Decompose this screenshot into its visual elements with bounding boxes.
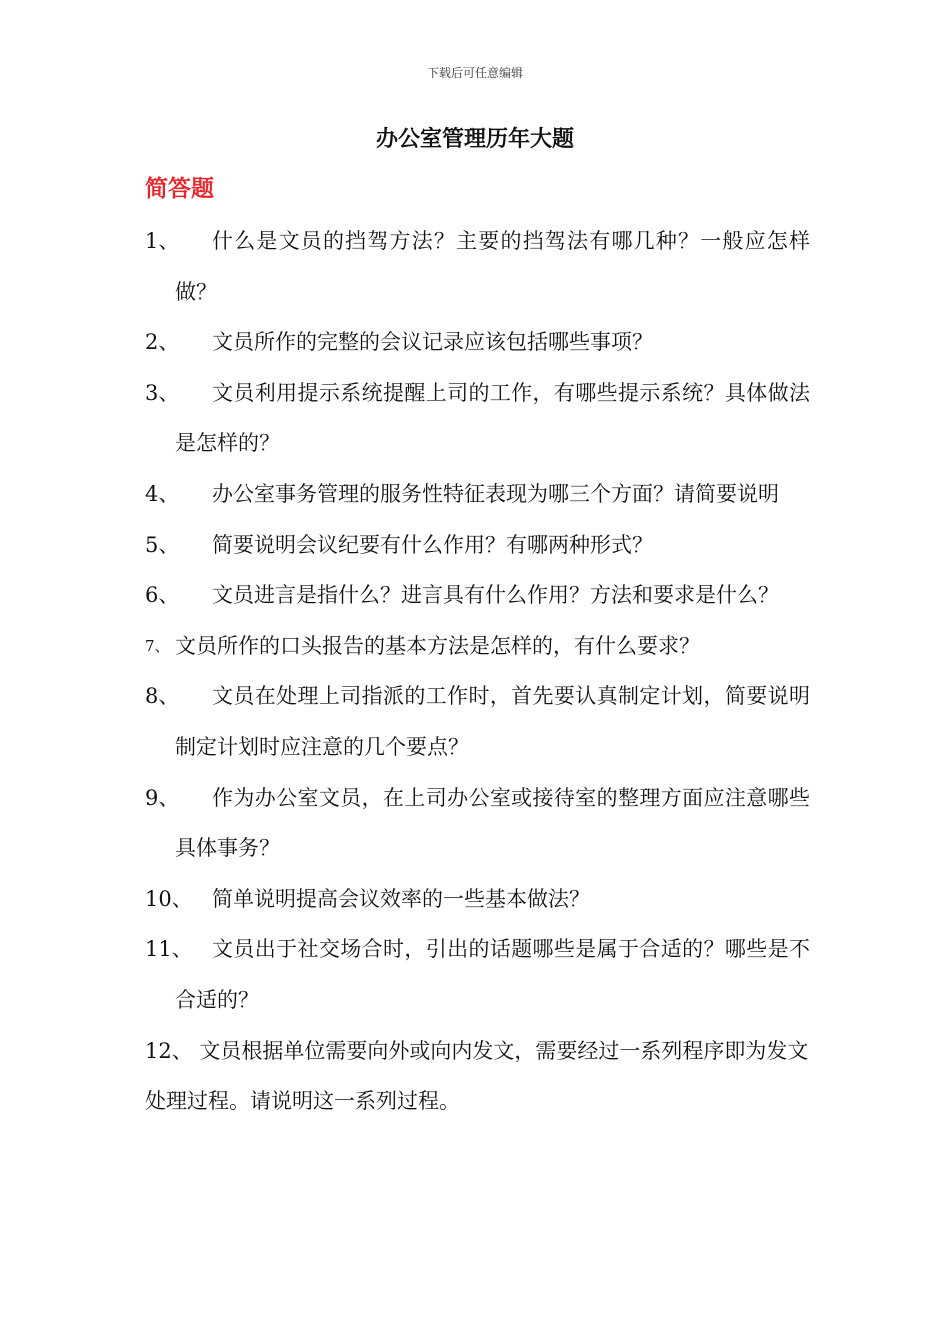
question-item-12 — [145, 1026, 810, 1127]
question-item-11 — [145, 924, 810, 1025]
question-number: 5、 — [145, 532, 180, 557]
question-item-2 — [145, 317, 810, 368]
question-item-3 — [145, 368, 810, 469]
header-note: 下载后可任意编辑 — [426, 66, 523, 80]
question-text: 办公室事务管理的服务性特征表现为哪三个方面？请简要说明 — [212, 481, 779, 506]
question-number: 1、 — [145, 229, 180, 253]
question-number: 6、 — [145, 583, 180, 608]
page-title: 办公室管理历年大题 — [375, 126, 574, 152]
question-item-5 — [145, 520, 810, 571]
question-text: 文员出于社交场合时，引出的话题哪些是属于合适的？哪些是不合适的？ — [175, 937, 810, 1012]
question-number: 4、 — [145, 481, 180, 506]
question-number: 2、 — [145, 330, 180, 355]
question-number: 9、 — [145, 785, 180, 810]
question-item-1 — [145, 216, 810, 317]
question-text: 简要说明会议纪要有什么作用？有哪两种形式？ — [212, 532, 653, 557]
question-text: 文员在处理上司指派的工作时，首先要认真制定计划，简要说明制定计划时应注意的几个要点？ — [175, 684, 810, 759]
question-item-7 — [145, 621, 810, 672]
question-text: 文员进言是指什么？进言具有什么作用？方法和要求是什么？ — [212, 583, 779, 608]
question-number: 8、 — [145, 684, 180, 709]
question-number: 12、 — [145, 1038, 193, 1063]
question-item-10 — [145, 874, 810, 925]
question-number: 3、 — [145, 380, 180, 405]
section-heading: 简答题 — [145, 175, 214, 202]
question-list — [145, 216, 810, 1127]
question-number: 10、 — [145, 886, 193, 911]
question-number: 11、 — [145, 937, 193, 962]
question-text: 文员所作的完整的会议记录应该包括哪些事项？ — [212, 330, 653, 355]
question-item-8 — [145, 671, 810, 772]
question-text: 文员根据单位需要向外或向内发文，需要经过一系列程序即为发文处理过程。请说明这一系列过程。 — [145, 1038, 809, 1114]
question-number: 7、 — [145, 636, 170, 655]
question-text: 什么是文员的挡驾方法？主要的挡驾法有哪几种？一般应怎样做？ — [175, 229, 810, 304]
question-item-6 — [145, 570, 810, 621]
question-text: 文员所作的口头报告的基本方法是怎样的，有什么要求？ — [175, 633, 700, 658]
question-text: 文员利用提示系统提醒上司的工作，有哪些提示系统？具体做法是怎样的？ — [175, 380, 810, 456]
question-item-9 — [145, 773, 810, 874]
question-text: 作为办公室文员，在上司办公室或接待室的整理方面应注意哪些具体事务？ — [175, 785, 810, 861]
question-text: 简单说明提高会议效率的一些基本做法？ — [212, 886, 590, 911]
question-item-4 — [145, 469, 810, 520]
